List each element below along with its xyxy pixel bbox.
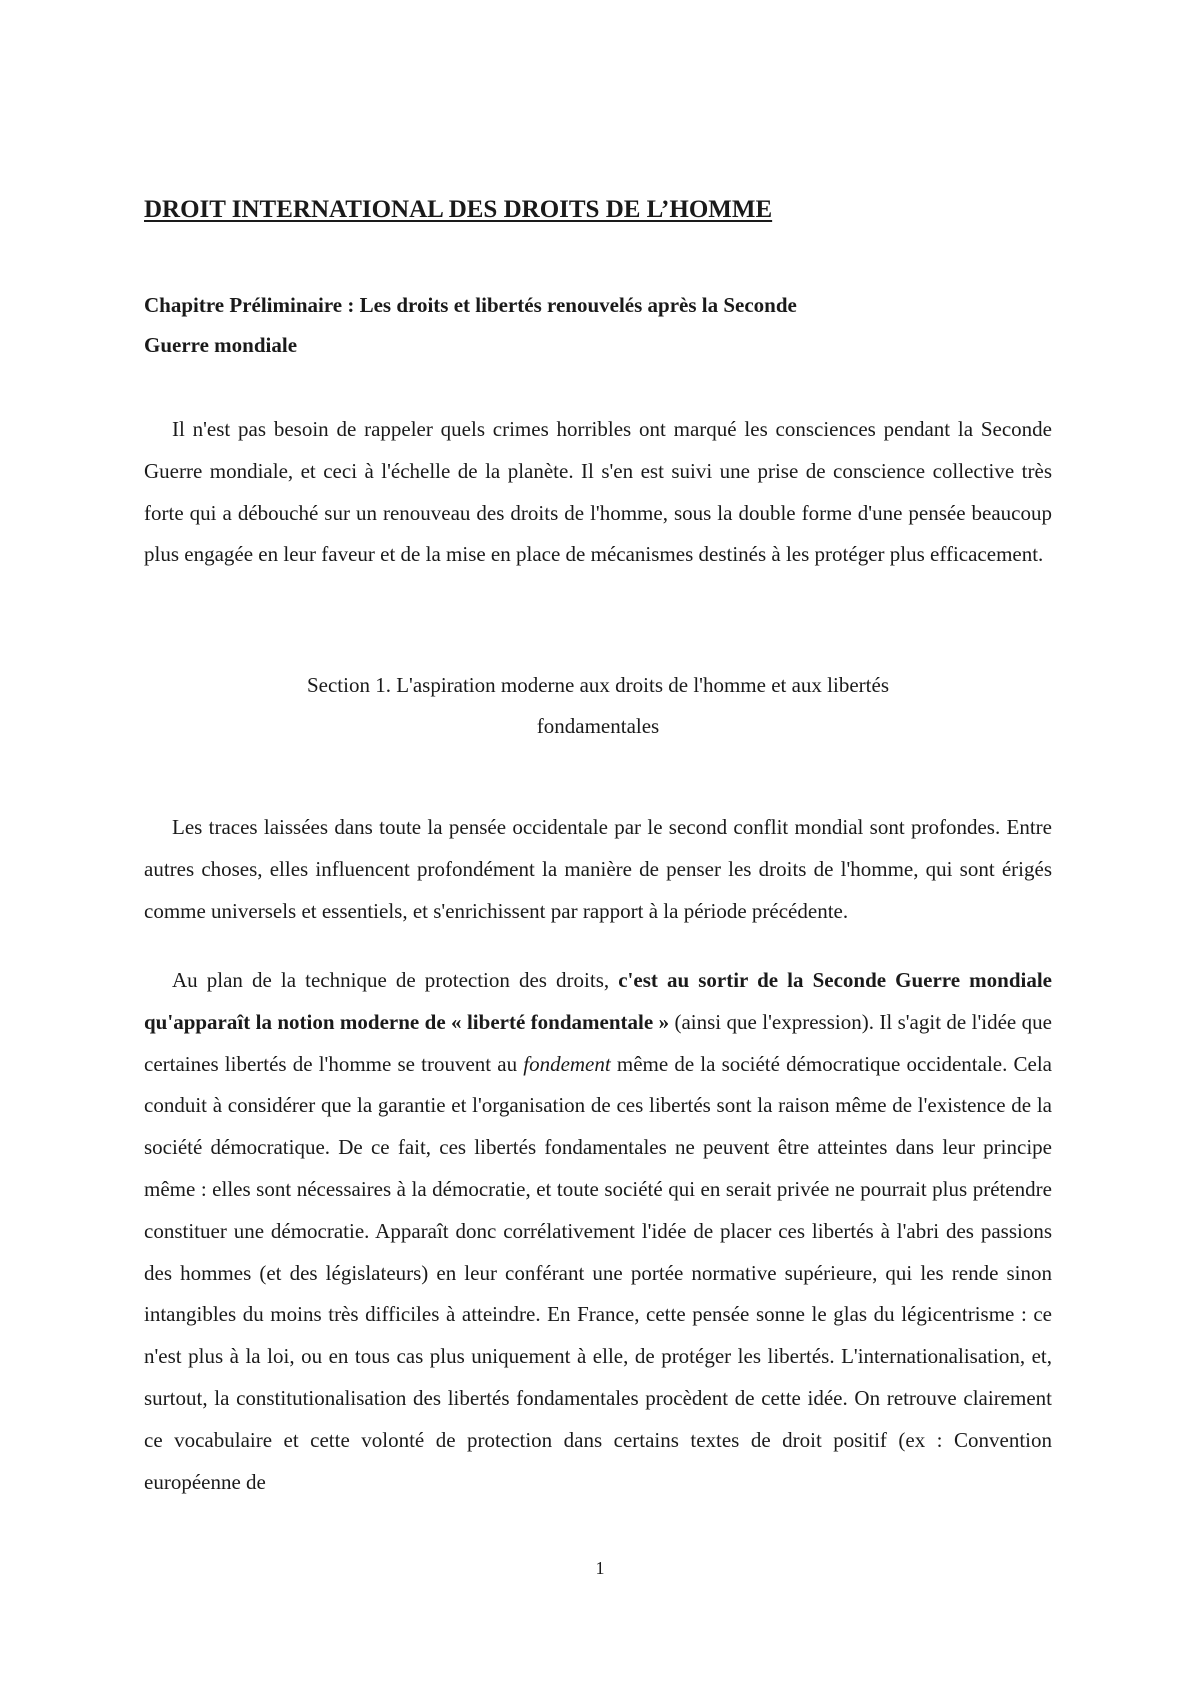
- chapter-heading-line2: Guerre mondiale: [144, 333, 298, 357]
- section-heading-line1: Section 1. L'aspiration moderne aux droits de l'homme et aux libertés: [306, 673, 889, 697]
- section-heading: [144, 665, 1052, 747]
- chapter-heading: [144, 285, 1044, 365]
- body-paragraph-2: Les traces laissées dans toute la pensée occidentale par le second conflit mondial sont profondes. Entre autres choses, elles influencent profondément la manière de penser les droits de l'homme, qui sont érigés comme universels et essentiels, et s'enrichissent par rapport à la période précédente.: [144, 815, 1052, 923]
- page-number: 1: [595, 1558, 605, 1578]
- body-paragraph-3: [144, 960, 1052, 1503]
- paragraph-3-text-2: (ainsi que l'expression). Il s'agit de l'idée que certaines libertés de l'homme se trouvent au: [144, 1009, 1052, 1076]
- document-title: DROIT INTERNATIONAL DES DROITS DE L’HOMME: [144, 196, 773, 223]
- intro-paragraph: Il n'est pas besoin de rappeler quels crimes horribles ont marqué les consciences pendant la Seconde Guerre mondiale, et ceci à l'échelle de la planète. Il s'en est suivi une prise de conscience collective très forte qui a débouché sur un renouveau des droits de l'homme, sous la double forme d'une pensée beaucoup plus engagée en leur faveur et de la mise en place de mécanismes destinés à les protéger plus efficacement.: [144, 417, 1052, 567]
- section-heading-line2: fondamentales: [536, 714, 660, 738]
- paragraph-3-text-1: Au plan de la technique de protection des droits,: [172, 968, 619, 992]
- chapter-heading-line1: Chapitre Préliminaire : Les droits et libertés renouvelés après la Seconde: [144, 293, 797, 317]
- paragraph-3-bold-text: c'est au sortir de la Seconde Guerre mondiale qu'apparaît la notion moderne de « liberté fondamentale »: [144, 968, 1052, 1034]
- paragraph-3-italic-text: fondement: [523, 1051, 611, 1076]
- paragraph-3-text-3: même de la société démocratique occidentale. Cela conduit à considérer que la garantie et l'organisation de ces libertés sont la raison même de l'existence de la société démocratique. De ce fait, ces libertés fondamentales ne peuvent être atteintes dans leur principe même : elles sont nécessaires à la démocratie, et toute société qui en serait privée ne pourrait plus prétendre constituer une démocratie. Apparaît donc corrélativement l'idée de placer ces libertés à l'abri des passions des hommes (et des législateurs) en leur conférant une portée normative supérieure, qui les rende sinon intangibles du moins très difficiles à atteindre. En France, cette pensée sonne le glas du légicentrisme : ce n'est plus à la loi, ou en tous cas plus uniquement à elle, de protéger les libertés. L'internationalisation, et, surtout, la constitutionalisation des libertés fondamentales procèdent de cette idée. On retrouve clairement ce vocabulaire et cette volonté de protection dans certains textes de droit positif (ex : Convention européenne de: [144, 1051, 1052, 1494]
